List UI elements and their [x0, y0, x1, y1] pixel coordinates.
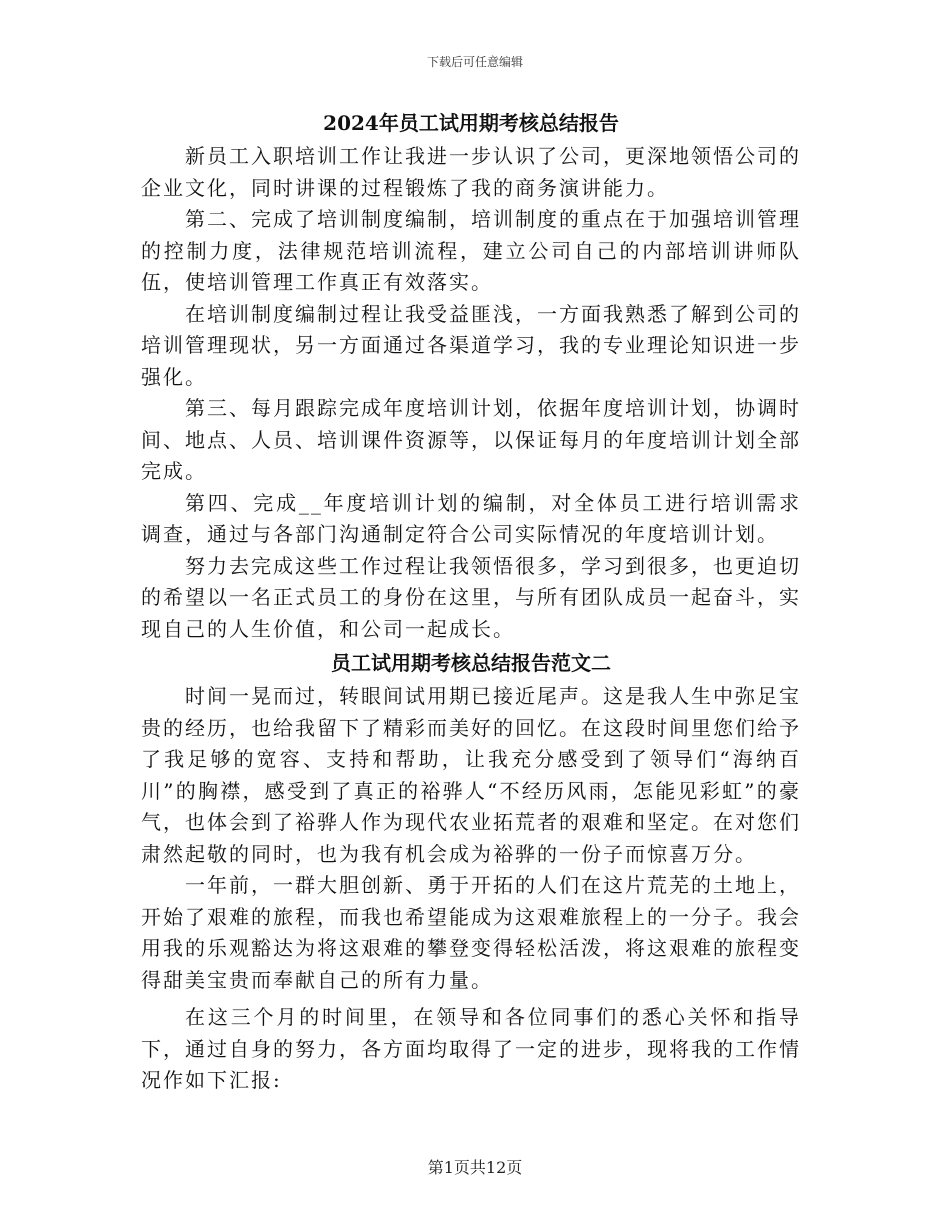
document-body	[141, 105, 801, 1097]
paragraph: 新员工入职培训工作让我进一步认识了公司，更深地领悟公司的企业文化，同时讲课的过程锻炼了我的商务演讲能力。	[141, 144, 801, 200]
paragraph: 第三、每月跟踪完成年度培训计划，依据年度培训计划，协调时间、地点、人员、培训课件资源等，以保证每月的年度培训计划全部完成。	[141, 396, 801, 483]
paragraph: 在这三个月的时间里，在领导和各位同事们的悉心关怀和指导下，通过自身的努力，各方面均取得了一定的进步，现将我的工作情况作如下汇报:	[141, 1005, 801, 1092]
section-title: 员工试用期考核总结报告范文二	[331, 651, 611, 675]
header-note: 下载后可任意编辑	[426, 55, 523, 69]
paragraph: 在培训制度编制过程让我受益匪浅，一方面我熟悉了解到公司的培训管理现状，另一方面通过各渠道学习，我的专业理论知识进一步强化。	[141, 301, 801, 389]
page-number: 第1页共12页	[427, 1158, 523, 1177]
paragraph: 时间一晃而过，转眼间试用期已接近尾声。这是我人生中弥足宝贵的经历，也给我留下了精彩而美好的回忆。在这段时间里您们给予了我足够的宽容、支持和帮助，让我充分感受到了领导们“海纳百川”的胸襟，感受到了真正的裕骅人“不经历风雨，怎能见彩虹”的豪气，也体会到了裕骅人作为现代农业拓荒者的艰难和坚定。在对您们肃然起敬的同时，也为我有机会成为裕骅的一份子而惊喜万分。	[141, 684, 801, 866]
paragraph: 努力去完成这些工作过程让我领悟很多，学习到很多，也更迫切的希望以一名正式员工的身份在这里，与所有团队成员一起奋斗，实现自己的人生价值，和公司一起成长。	[141, 553, 801, 641]
paragraph: 第二、完成了培训制度编制，培训制度的重点在于加强培训管理的控制力度，法律规范培训流程，建立公司自己的内部培训讲师队伍，使培训管理工作真正有效落实。	[141, 207, 801, 294]
paragraph: 一年前，一群大胆创新、勇于开拓的人们在这片荒芜的土地上，开始了艰难的旅程，而我也希望能成为这艰难旅程上的一分子。我会用我的乐观豁达为将这艰难的攀登变得轻松活泼，将这艰难的旅程变得甜美宝贵而奉献自己的所有力量。	[141, 873, 801, 992]
document-title: 2024年员工试用期考核总结报告	[323, 111, 619, 135]
paragraph: 第四、完成__年度培训计划的编制，对全体员工进行培训需求调查，通过与各部门沟通制定符合公司实际情况的年度培训计划。	[141, 490, 801, 546]
